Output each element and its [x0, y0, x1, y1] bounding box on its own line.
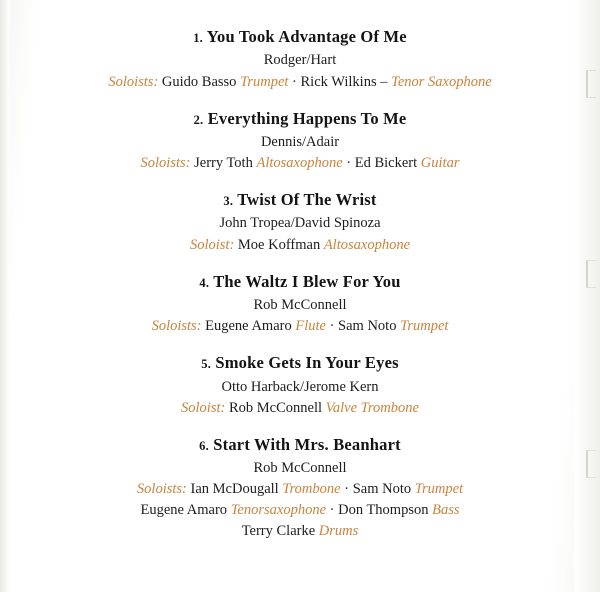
- soloist-instrument: Bass: [432, 502, 460, 519]
- track-composer: Dennis/Adair: [260, 133, 340, 150]
- track-number: 5.: [201, 357, 212, 372]
- soloist-name: Rick Wilkins: [300, 73, 381, 90]
- soloist-name: Eugene Amaro: [140, 502, 231, 519]
- soloists-label: Soloist:: [189, 236, 235, 253]
- soloist-instrument: Flute: [295, 318, 326, 335]
- soloists-label: Soloists:: [136, 481, 187, 498]
- track-number: 6.: [199, 438, 209, 453]
- track-title: Smoke Gets In Your Eyes: [215, 353, 399, 373]
- soloist-name: Jerry Toth: [190, 155, 257, 172]
- track-number: 3.: [223, 194, 234, 209]
- track-title: Start With Mrs. Beanhart: [213, 434, 401, 454]
- soloists-label: Soloists:: [140, 155, 191, 172]
- soloist-name: Don Thompson: [338, 502, 433, 519]
- track-number: 2.: [193, 112, 204, 127]
- track-composer: Rob McConnell: [253, 460, 347, 477]
- track-entry: [0, 26, 600, 93]
- track-composer: Otto Harback/Jerome Kern: [221, 378, 379, 395]
- track-title: Twist Of The Wrist: [237, 190, 377, 210]
- track-soloists: [0, 153, 600, 174]
- track-soloists: [0, 479, 600, 500]
- soloist-separator: ·: [326, 502, 339, 519]
- track-number: 4.: [199, 275, 210, 290]
- soloist-instrument: Tenor Saxophone: [391, 73, 492, 90]
- track-title-line: [0, 434, 600, 456]
- soloist-name: Ed Bickert: [354, 155, 421, 172]
- soloist-instrument: Tenorsaxophone: [230, 502, 327, 519]
- soloist-dash: –: [380, 73, 392, 90]
- soloist-instrument: Trombone: [282, 481, 341, 498]
- track-soloists: [0, 235, 600, 256]
- soloist-instrument: Altosaxophone: [256, 155, 343, 172]
- track-entry: [0, 352, 600, 419]
- track-title: Everything Happens To Me: [207, 108, 407, 128]
- soloist-name: Rob McConnell: [225, 399, 326, 416]
- track-composer: John Tropea/David Spinoza: [219, 215, 381, 232]
- track-title-line: [0, 189, 600, 211]
- tracklist: [0, 26, 600, 558]
- track-composer: Rodger/Hart: [263, 52, 337, 69]
- soloist-instrument: Trumpet: [414, 481, 464, 498]
- track-soloists: [0, 72, 600, 93]
- track-title-line: [0, 26, 600, 48]
- soloist-name: Terry Clarke: [241, 523, 319, 540]
- track-title-line: [0, 352, 600, 374]
- track-composer: Rob McConnell: [253, 297, 347, 313]
- soloist-name: Sam Noto: [338, 318, 401, 335]
- track-entry: [0, 271, 600, 338]
- soloists-label: Soloist:: [181, 399, 226, 416]
- soloist-instrument: Drums: [318, 523, 359, 540]
- soloist-instrument: Trumpet: [400, 318, 449, 335]
- soloist-separator: ·: [288, 73, 301, 90]
- soloist-name: Sam Noto: [352, 481, 415, 498]
- track-title-line: [0, 271, 600, 293]
- track-soloists: [0, 500, 600, 521]
- soloist-name: Eugene Amaro: [201, 318, 296, 335]
- track-title: You Took Advantage Of Me: [206, 27, 407, 46]
- soloists-label: Soloists:: [108, 73, 159, 90]
- track-entry: [0, 189, 600, 256]
- soloist-instrument: Trumpet: [240, 73, 289, 90]
- track-title: The Waltz I Blew For You: [213, 271, 401, 291]
- track-soloists: [0, 521, 600, 542]
- soloist-instrument: Altosaxophone: [323, 236, 411, 253]
- soloist-separator: ·: [340, 481, 353, 498]
- track-entry: [0, 108, 600, 175]
- soloist-name: Guido Basso: [158, 73, 241, 90]
- soloists-label: Soloists:: [151, 318, 202, 335]
- soloist-separator: ·: [325, 318, 339, 335]
- track-soloists: [0, 398, 600, 419]
- track-number: 1.: [193, 31, 203, 45]
- soloist-instrument: Valve Trombone: [325, 399, 419, 416]
- track-title-line: [0, 108, 600, 130]
- soloist-separator: ·: [342, 155, 355, 172]
- soloist-name: Ian McDougall: [186, 481, 283, 498]
- soloist-instrument: Guitar: [420, 155, 460, 172]
- track-entry: [0, 434, 600, 543]
- soloist-name: Moe Koffman: [234, 236, 324, 253]
- track-soloists: [0, 316, 600, 337]
